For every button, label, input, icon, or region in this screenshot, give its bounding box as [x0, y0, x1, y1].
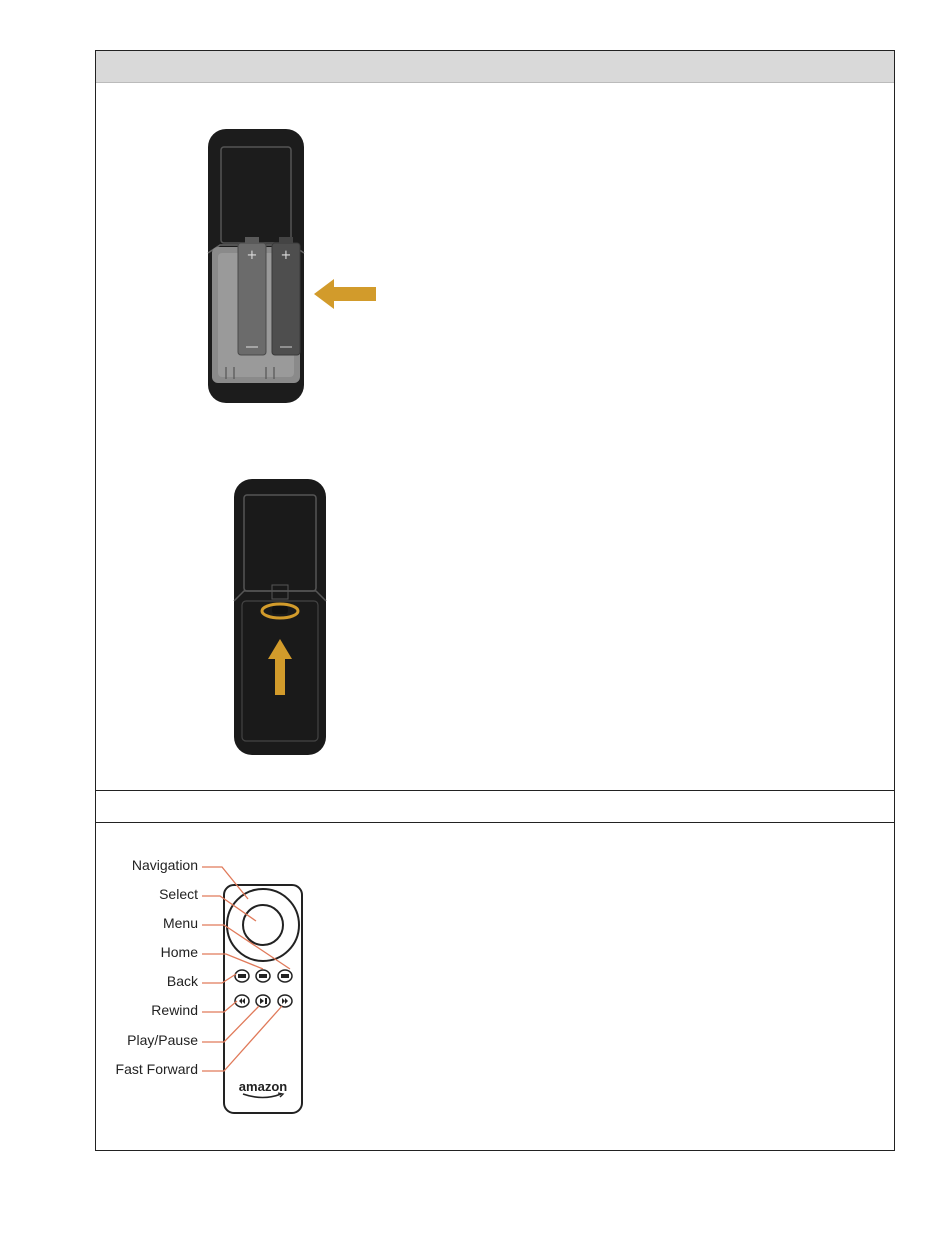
- home-label: Home: [160, 944, 198, 960]
- svg-text:+: +: [246, 248, 258, 263]
- amazon-logo-text: amazon: [238, 1079, 288, 1094]
- battery-cover-figure: [226, 473, 346, 763]
- remote-callout-figure: [96, 841, 336, 1141]
- rewind-label: Rewind: [151, 1002, 198, 1018]
- header-band: [96, 51, 894, 83]
- document-frame: [95, 50, 895, 1151]
- section-divider-2: [96, 822, 894, 823]
- select-label: Select: [159, 886, 198, 902]
- menu-label: Menu: [162, 915, 198, 931]
- fast-forward-label: Fast Forward: [115, 1061, 198, 1077]
- battery-insert-figure: [204, 127, 404, 407]
- svg-text:+: +: [280, 248, 292, 263]
- section-divider-1: [96, 790, 894, 791]
- navigation-label: Navigation: [131, 857, 198, 873]
- play-pause-label: Play/Pause: [127, 1032, 198, 1048]
- amazon-logo: [232, 1079, 294, 1100]
- back-label: Back: [166, 973, 198, 989]
